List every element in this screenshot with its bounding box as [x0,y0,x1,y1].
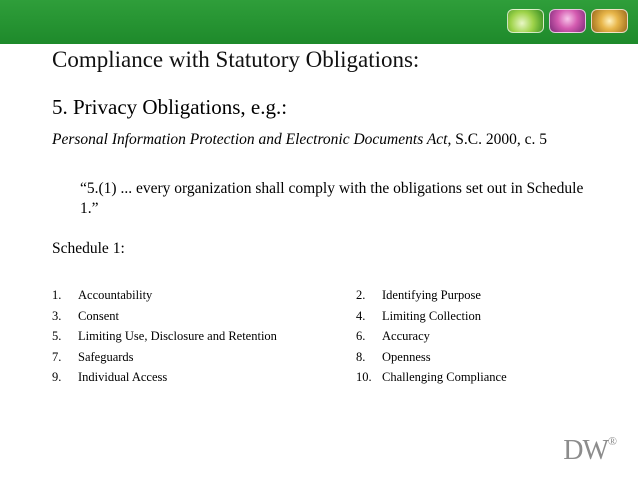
item-label: Limiting Collection [382,308,481,323]
item-number: 7. [52,349,62,364]
act-name: Personal Information Protection and Electronic Documents Act [52,131,448,148]
item-label: Individual Access [78,370,168,384]
item-number: 4. [356,308,366,323]
list-item [52,367,277,388]
schedule-list-right [356,285,507,388]
schedule-label: Schedule 1: [52,240,125,257]
header-thumbnails [507,9,628,33]
item-label: Challenging Compliance [382,370,507,384]
item-number: 2. [356,288,366,302]
header-bar [0,0,638,44]
list-item [356,306,507,327]
logo-mark: ® [607,434,616,448]
slide-title: Compliance with Statutory Obligations: [52,47,420,72]
dw-logo [563,434,616,467]
list-item [356,326,507,347]
leaf-thumbnail [507,9,544,33]
item-number: 1. [52,288,62,302]
logo-text: DW [563,435,608,466]
list-item [356,367,507,388]
list-item [52,306,277,327]
item-label: Identifying Purpose [382,288,481,302]
act-citation-text: , S.C. 2000, c. 5 [447,131,547,148]
list-item [356,347,507,368]
item-label: Limiting Use, Disclosure and Retention [78,329,277,343]
quote-text: “5.(1) ... every organization shall comply with the obligations set out in Schedule 1.” [80,180,584,217]
list-item [52,285,277,306]
item-number: 5. [52,329,62,343]
item-label: Safeguards [78,349,134,364]
schedule-list-left [52,285,277,388]
list-item [52,347,277,368]
item-label: Consent [78,308,119,323]
item-number: 3. [52,308,62,323]
item-number: 6. [356,329,366,343]
list-item [52,326,277,347]
section-heading: 5. Privacy Obligations, e.g.: [52,95,288,119]
item-label: Openness [382,349,431,364]
item-label: Accuracy [382,329,430,343]
item-label: Accountability [78,288,153,302]
flower-thumbnail [549,9,586,33]
list-item [356,285,507,306]
item-number: 9. [52,370,62,384]
act-citation [52,130,572,150]
item-number: 10. [356,370,372,384]
item-number: 8. [356,349,366,364]
disc-thumbnail [591,9,628,33]
